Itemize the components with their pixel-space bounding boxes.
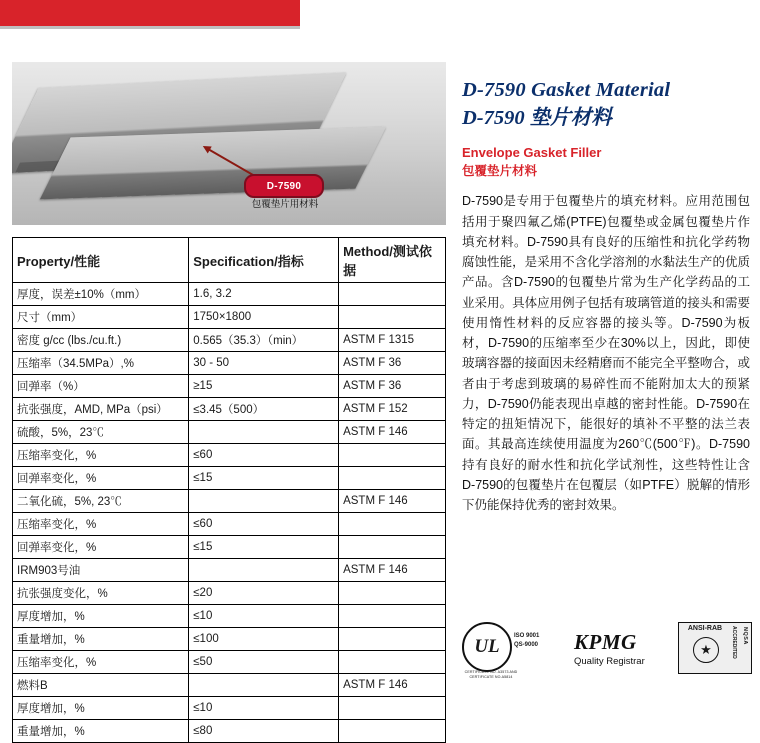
ul-logo-icon: UL [462,622,512,672]
table-row [13,582,446,605]
cell-property: 厚度增加，% [13,605,189,628]
gasket-sheet-bottom [40,127,386,200]
kpmg-logo: KPMG [574,630,637,654]
table-row [13,444,446,467]
table-row [13,283,446,306]
cell-property: 压缩率（34.5MPa）,% [13,352,189,375]
cell-specification: ≤50 [189,651,339,674]
subtitle-en: Envelope Gasket Filler [462,145,602,161]
cell-method [339,582,446,605]
left-column [12,62,446,743]
cell-method [339,306,446,329]
table-row [13,605,446,628]
cell-specification: ≤100 [189,628,339,651]
cell-method [339,720,446,743]
cell-specification: ≤10 [189,697,339,720]
cell-method [339,283,446,306]
cell-specification: ≤60 [189,444,339,467]
ansi-accredited-label: ACCREDITED [731,626,737,659]
table-row [13,490,446,513]
table-row [13,513,446,536]
cell-property: 重量增加，% [13,720,189,743]
cell-specification: ≤10 [189,605,339,628]
cell-property: 密度 g/cc (lbs./cu.ft.) [13,329,189,352]
cell-specification [189,559,339,582]
header-property: Property/性能 [13,238,189,283]
cell-property: 压缩率变化，% [13,651,189,674]
cell-method [339,697,446,720]
table-row [13,536,446,559]
photo-caption: 包覆垫片用材料 [251,199,319,210]
page-title-en: D-7590 Gasket Material [462,79,671,101]
ansi-side-label: NQSA [742,627,748,645]
cell-property: 压缩率变化，% [13,513,189,536]
cell-property: 压缩率变化，% [13,444,189,467]
ansi-rab-label: ANSI-RAB [687,625,723,632]
cell-method [339,628,446,651]
cell-specification [189,490,339,513]
iso-line-2: QS-9000 [514,642,539,648]
cell-property: 抗张强度变化，% [13,582,189,605]
iso-line-1: ISO 9001 [514,633,540,639]
cell-method [339,444,446,467]
header-method: Method/测试依据 [339,238,446,283]
table-row [13,398,446,421]
ansi-rab-badge [678,622,752,674]
cell-property: 厚度，误差±10%（mm） [13,283,189,306]
cell-property: 硫酸，5%，23℃ [13,421,189,444]
page-title-cn: D-7590 垫片材料 [462,106,612,129]
top-red-bar [0,0,300,26]
cell-property: 回弹率（%） [13,375,189,398]
cell-property: IRM903号油 [13,559,189,582]
top-bar-shadow [0,26,300,29]
table-row [13,306,446,329]
cell-method: ASTM F 36 [339,375,446,398]
cell-method: ASTM F 146 [339,421,446,444]
cell-method [339,536,446,559]
cell-method: ASTM F 146 [339,559,446,582]
table-row [13,674,446,697]
cell-property: 抗张强度，AMD, MPa（psi） [13,398,189,421]
cell-specification: 0.565（35.3）（min） [189,329,339,352]
table-row [13,651,446,674]
specification-table [12,237,446,743]
table-row [13,352,446,375]
cell-property: 二氧化硫，5%, 23℃ [13,490,189,513]
cell-specification: ≤60 [189,513,339,536]
cell-specification: ≤15 [189,536,339,559]
star-icon: ★ [693,637,719,663]
kpmg-subtitle: Quality Registrar [574,656,645,667]
table-row [13,697,446,720]
cell-specification: ≤3.45（500） [189,398,339,421]
ul-certificate-text: CERTIFICATE NO. A3573 AND CERTIFICATE NO.A5814 [464,670,518,679]
cell-property: 重量增加，% [13,628,189,651]
table-header-row [13,238,446,283]
product-photo [12,62,446,225]
right-column [462,78,750,515]
cell-specification: 1750×1800 [189,306,339,329]
cell-method: ASTM F 36 [339,352,446,375]
cell-method: ASTM F 146 [339,674,446,697]
cell-specification [189,674,339,697]
cell-method: ASTM F 146 [339,490,446,513]
cell-property: 回弹率变化，% [13,536,189,559]
cell-method [339,605,446,628]
cell-method: ASTM F 1315 [339,329,446,352]
cell-specification: ≤80 [189,720,339,743]
cell-property: 燃料B [13,674,189,697]
description-body: D-7590是专用于包覆垫片的填充材料。应用范围包括用于聚四氟乙烯(PTFE)包覆垫或金属包覆垫片作填充材料。D-7590具有良好的压缩性和抗化学药物腐蚀性能，是采用不含化学溶剂的水黏法生产的优质产品。含D-7590的包覆垫片常为生产化学药品的工业采用。具体应用例子包括有玻璃管道的接头和需要使用惰性材料的反应容器的接头等。D-7590为板材，D-7590的压缩率至少在30%以上，因此，即使玻璃容器的接面因未经精磨而不能完全平整吻合，或者由于考虑到玻璃的易碎性而不能附加太大的预紧力，D-7590仍能表现出卓越的密封性能。D-7590在特定的扭矩情况下，能很好的填补不平整的法兰表面。其最高连续使用温度为260℃(500℉)。D-7590持有良好的耐水性和抗化学试剂性，这些特性让含D-7590的包覆垫片在包覆层（如PTFE）脱解的情形下仍能保持优秀的密封效果。 [462,194,750,513]
cell-specification: 1.6, 3.2 [189,283,339,306]
cell-specification: ≥15 [189,375,339,398]
cell-method [339,467,446,490]
cell-property: 厚度增加，% [13,697,189,720]
cell-property: 尺寸（mm） [13,306,189,329]
cell-specification: 30 - 50 [189,352,339,375]
table-row [13,375,446,398]
photo-callout-badge: D-7590 [244,174,324,198]
cell-specification: ≤15 [189,467,339,490]
cell-specification [189,421,339,444]
table-row [13,559,446,582]
table-row [13,720,446,743]
cell-method: ASTM F 152 [339,398,446,421]
table-row [13,467,446,490]
certification-logos [462,622,752,684]
subtitle-cn: 包覆垫片材料 [462,164,538,179]
cell-property: 回弹率变化，% [13,467,189,490]
iso-badge [514,632,539,650]
table-row [13,628,446,651]
cell-method [339,651,446,674]
cell-specification: ≤20 [189,582,339,605]
table-row [13,421,446,444]
table-row [13,329,446,352]
cell-method [339,513,446,536]
header-specification: Specification/指标 [189,238,339,283]
